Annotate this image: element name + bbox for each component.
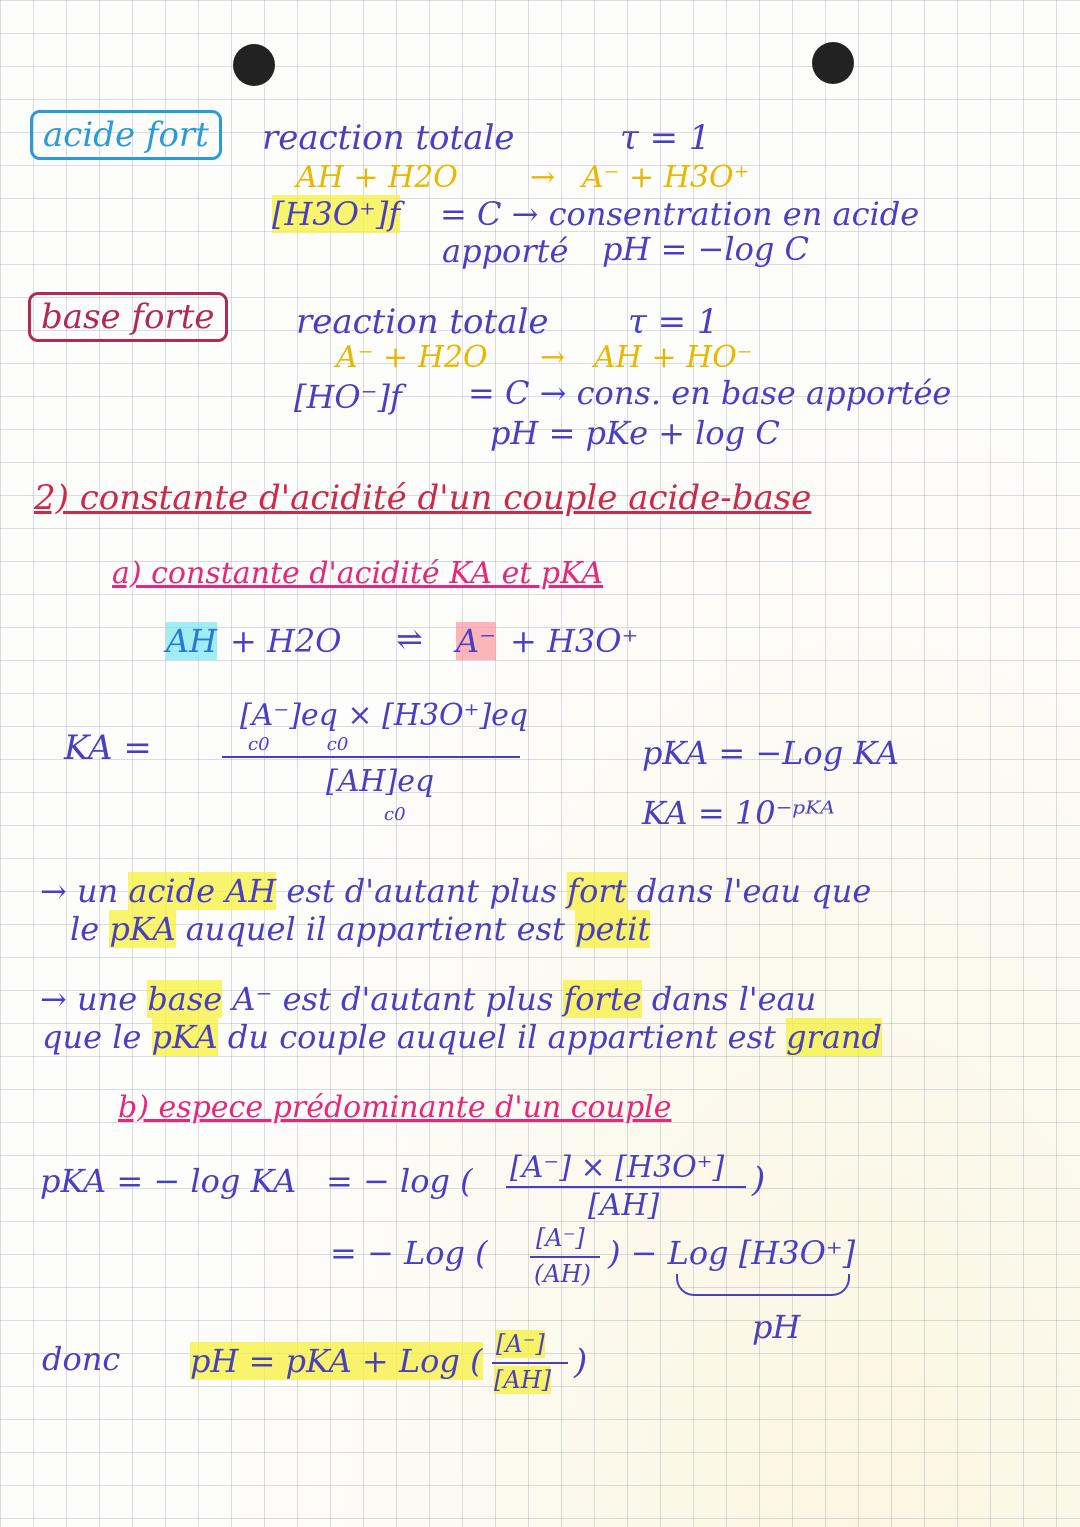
acide-eq-products: A⁻ + H3O⁺ — [582, 160, 750, 195]
acide-apporte: apporté — [442, 232, 569, 270]
base-eq-arrow: → — [540, 340, 566, 375]
subsection-b-title: b) espece prédominante d'un couple — [118, 1090, 672, 1125]
pka-line1-close: ) — [752, 1160, 766, 1200]
final-formula-den: [AH] — [494, 1366, 551, 1394]
pka-line2-fraction-line — [530, 1256, 600, 1258]
ka-denominator: [AH]eq — [326, 764, 435, 799]
ph-brace-label: pH — [752, 1308, 801, 1346]
ka-label: KA = — [64, 728, 152, 768]
eq-h3o: + H3O⁺ — [510, 622, 639, 660]
ka-fraction-line — [222, 756, 520, 758]
final-formula-close: ) — [574, 1342, 588, 1382]
acide-tau: τ = 1 — [620, 118, 711, 158]
final-fraction-line — [492, 1362, 568, 1364]
pka-line1-mid: = − log ( — [326, 1162, 473, 1200]
pka-line1-left: pKA = − log KA — [40, 1162, 297, 1200]
para1-line2: le pKA auquel il appartient est petit — [70, 910, 651, 948]
section-2-title: 2) constante d'acidité d'un couple acide-base — [34, 478, 812, 518]
ph-brace — [676, 1274, 850, 1296]
pka-line2-right: ) − Log [H3O⁺] — [608, 1234, 856, 1272]
base-eq-products: AH + HO⁻ — [594, 340, 753, 375]
pka-line1-num: [A⁻] × [H3O⁺] — [510, 1150, 725, 1185]
base-tau: τ = 1 — [628, 302, 719, 342]
ka-definition: KA = 10⁻ᵖᴷᴬ — [642, 794, 835, 832]
acide-conc-right: = C → consentration en acide — [440, 195, 920, 233]
subsection-a-title: a) constante d'acidité KA et pKA — [112, 556, 604, 591]
eq-a-minus: A⁻ — [456, 622, 496, 660]
pka-line1-den: [AH] — [588, 1188, 660, 1223]
acide-ph-formula: pH = −log C — [602, 230, 809, 268]
final-formula-num: [A⁻] — [496, 1330, 545, 1358]
pka-definition: pKA = −Log KA — [642, 734, 900, 772]
eq-h2o: + H2O — [230, 622, 342, 660]
ka-numerator-c0: c0 c0 — [248, 734, 349, 755]
base-ph-formula: pH = pKe + log C — [490, 414, 780, 452]
final-formula-left: pH = pKA + Log ( — [190, 1342, 483, 1380]
base-conc-right: = C → cons. en base apportée — [468, 374, 952, 412]
punch-hole-right — [812, 42, 854, 84]
acide-reaction-totale: reaction totale — [262, 118, 515, 158]
base-eq-reactants: A⁻ + H2O — [336, 340, 488, 375]
base-forte-box: base forte — [28, 292, 228, 342]
punch-hole-left — [233, 44, 275, 86]
acide-conc-left: [H3O⁺]f — [272, 195, 401, 233]
acide-eq-reactants: AH + H2O — [296, 160, 458, 195]
para1-line1: → un acide AH est d'autant plus fort dans l'eau que — [40, 872, 872, 910]
base-conc-left: [HO⁻]f — [294, 378, 402, 416]
eq-equilibrium-arrow: ⇌ — [396, 620, 423, 658]
ka-numerator: [A⁻]eq × [H3O⁺]eq — [240, 698, 529, 733]
ka-denominator-c0: c0 — [384, 804, 406, 825]
donc-label: donc — [42, 1340, 121, 1378]
eq-ah: AH — [166, 622, 218, 660]
acide-fort-box: acide fort — [30, 110, 222, 160]
pka-line2-left: = − Log ( — [330, 1234, 488, 1272]
para2-line1: → une base A⁻ est d'autant plus forte dans l'eau — [40, 980, 817, 1018]
base-reaction-totale: reaction totale — [296, 302, 549, 342]
para2-line2: que le pKA du couple auquel il appartient est grand — [42, 1018, 883, 1056]
pka-line2-den: (AH) — [534, 1260, 591, 1288]
pka-line2-num: [A⁻] — [536, 1224, 585, 1252]
acide-eq-arrow: → — [530, 160, 556, 195]
